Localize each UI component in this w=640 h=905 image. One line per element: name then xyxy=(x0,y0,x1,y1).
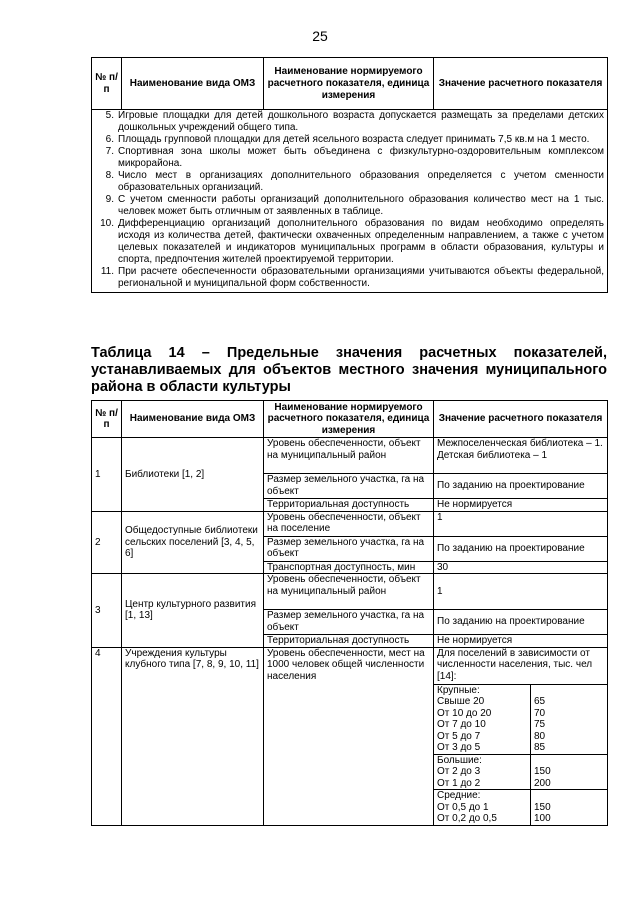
table-header-row xyxy=(92,58,608,110)
row-indicator: Территориальная доступность xyxy=(264,635,434,648)
row-indicator: Размер земельного участка, га на объект xyxy=(264,610,434,635)
note-item xyxy=(98,266,604,290)
table-row xyxy=(92,647,608,684)
group-ranges xyxy=(434,790,531,826)
range-label: Свыше 20 xyxy=(437,696,485,707)
range-value: 150 xyxy=(534,766,551,777)
row-indicator: Транспортная доступность, мин xyxy=(264,561,434,574)
row-type: Учреждения культуры клубного типа [7, 8, 9, 10, 11] xyxy=(122,647,264,825)
group-values xyxy=(531,790,608,826)
header-num: № п/п xyxy=(92,401,122,438)
range-label: От 10 до 20 xyxy=(437,707,492,719)
row-number: 2 xyxy=(92,511,122,574)
note-text: Игровые площадки для детей дошкольного возраста допускается размещать за пределами детских дошкольных учреждений общего типа. xyxy=(118,110,604,133)
row-type: Библиотеки [1, 2] xyxy=(122,438,264,512)
notes-cell xyxy=(92,110,608,293)
note-number: 8. xyxy=(105,170,114,181)
range-value: 100 xyxy=(534,813,551,824)
note-text: С учетом сменности работы организаций дополнительного образования количество мест на 1 тыс. человек может быть отличным от заявленных в таблице. xyxy=(118,194,604,217)
group-values xyxy=(531,754,608,790)
row-value: Не нормируется xyxy=(434,499,608,512)
table-13-continuation xyxy=(91,57,608,293)
range-value: 80 xyxy=(534,730,546,742)
row-number: 1 xyxy=(92,438,122,512)
note-number: 7. xyxy=(105,146,114,157)
row-type: Центр культурного развития [1, 13] xyxy=(122,574,264,648)
header-value: Значение расчетного показателя xyxy=(434,58,608,110)
note-text: Спортивная зона школы может быть объединена с физкультурно-оздоровительным комплексом микрорайона. xyxy=(118,146,604,169)
note-text: Дифференциацию организаций дополнительного образования по видам необходимо определять исходя из количества детей, фактически охваченных определенным направлением, а также с учетом целевых показателей и индикаторов муниципальных программ в области образования, культуры и спорта, предпочтения жителей проектируемой территории. xyxy=(118,218,604,265)
row-indicator: Уровень обеспеченности, объект на поселение xyxy=(264,511,434,536)
row-indicator: Размер земельного участка, га на объект xyxy=(264,474,434,499)
range-label: От 7 до 10 xyxy=(437,719,486,730)
group-ranges xyxy=(434,684,531,754)
note-item xyxy=(98,110,604,134)
group-values xyxy=(531,684,608,754)
note-text: Площадь групповой площадки для детей ясельного возраста следует принимать 7,5 кв.м на 1 место. xyxy=(118,134,590,145)
row-indicator: Территориальная доступность xyxy=(264,499,434,512)
row-value: 1 xyxy=(434,511,608,536)
note-item xyxy=(98,146,604,170)
range-label: От 1 до 2 xyxy=(437,777,481,789)
row-indicator: Уровень обеспеченности, объект на муниципальный район xyxy=(264,438,434,474)
note-item xyxy=(98,134,604,146)
table-row xyxy=(92,511,608,536)
range-label: От 3 до 5 xyxy=(437,742,481,753)
notes-row xyxy=(92,110,608,293)
range-label: От 0,5 до 1 xyxy=(437,801,489,813)
row-indicator: Уровень обеспеченности, мест на 1000 человек общей численности населения xyxy=(264,647,434,825)
note-text: Число мест в организациях дополнительного образования определяется с учетом сменности образовательных организаций. xyxy=(118,170,604,193)
table-row xyxy=(92,438,608,474)
row-value: По заданию на проектирование xyxy=(434,610,608,635)
table-14 xyxy=(91,400,608,826)
row-value: Межпоселенческая библиотека – 1. Детская библиотека – 1 xyxy=(434,438,608,474)
note-item xyxy=(98,218,604,266)
row-value: По заданию на проектирование xyxy=(434,536,608,561)
header-indicator: Наименование нормируемого расчетного показателя, единица измерения xyxy=(264,401,434,438)
page-number: 25 xyxy=(312,28,328,44)
group-label: Средние: xyxy=(437,790,481,801)
row-number: 3 xyxy=(92,574,122,648)
note-number: 5. xyxy=(105,110,114,121)
row-type: Общедоступные библиотеки сельских поселений [3, 4, 5, 6] xyxy=(122,511,264,574)
note-number: 11. xyxy=(100,266,114,277)
group-ranges xyxy=(434,754,531,790)
range-value: 70 xyxy=(534,707,546,719)
range-value: 200 xyxy=(534,777,551,789)
note-item xyxy=(98,170,604,194)
notes-list xyxy=(98,110,604,290)
note-number: 6. xyxy=(105,134,114,145)
range-value: 75 xyxy=(534,719,546,730)
range-value: 85 xyxy=(534,742,546,753)
header-type: Наименование вида ОМЗ xyxy=(122,58,264,110)
row-value: По заданию на проектирование xyxy=(434,474,608,499)
row-number: 4 xyxy=(92,647,122,825)
range-value: 150 xyxy=(534,801,551,813)
header-num: № п/п xyxy=(92,58,122,110)
table-14-title: Таблица 14 – Предельные значения расчетных показателей, устанавливаемых для объектов местного значения муниципального района в области культуры xyxy=(91,345,607,395)
row-value: Не нормируется xyxy=(434,635,608,648)
range-label: От 0,2 до 0,5 xyxy=(437,813,497,824)
note-item xyxy=(98,194,604,218)
row-value: 1 xyxy=(434,574,608,610)
range-label: От 5 до 7 xyxy=(437,730,481,742)
note-number: 10. xyxy=(100,218,114,229)
row-value: 30 xyxy=(434,561,608,574)
table-header-row xyxy=(92,401,608,438)
note-text: При расчете обеспеченности образовательными организациями учитываются объекты федеральной, региональной и муниципальной форм собственности. xyxy=(118,266,604,289)
header-indicator: Наименование нормируемого расчетного показателя, единица измерения xyxy=(264,58,434,110)
row-value-header: Для поселений в зависимости от численности населения, тыс. чел [14]: xyxy=(434,647,608,684)
header-type: Наименование вида ОМЗ xyxy=(122,401,264,438)
row-indicator: Уровень обеспеченности, объект на муниципальный район xyxy=(264,574,434,610)
range-value: 65 xyxy=(534,696,546,707)
row-indicator: Размер земельного участка, га на объект xyxy=(264,536,434,561)
group-label: Крупные: xyxy=(437,684,480,696)
header-value: Значение расчетного показателя xyxy=(434,401,608,438)
note-number: 9. xyxy=(105,194,114,205)
range-label: От 2 до 3 xyxy=(437,766,481,777)
group-label: Большие: xyxy=(437,754,482,766)
table-row xyxy=(92,574,608,610)
